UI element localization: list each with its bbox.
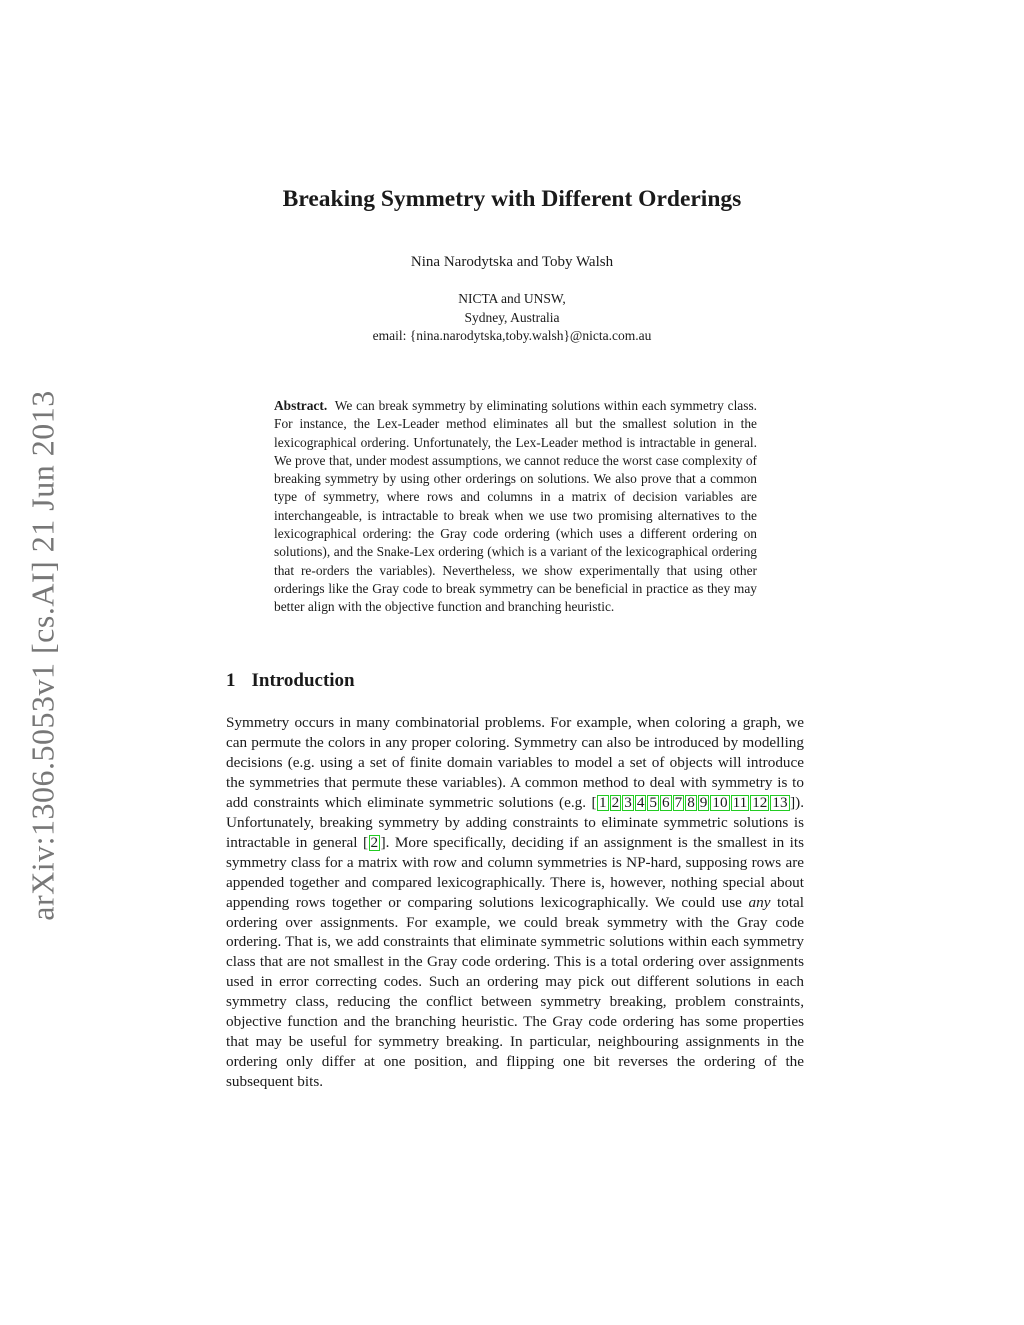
citation-link[interactable]: 12 [752, 793, 768, 811]
citation-link[interactable]: 10 [712, 793, 728, 811]
citation-link[interactable]: 13 [772, 793, 788, 811]
intro-emphasis: any [748, 893, 771, 911]
citation-link[interactable]: 3 [624, 793, 632, 811]
abstract [274, 397, 757, 617]
abstract-label: Abstract. [274, 398, 328, 413]
section-heading-introduction [226, 670, 355, 692]
affiliation-block [200, 290, 824, 346]
citation-link[interactable]: 4 [636, 793, 645, 811]
citation-close-bracket: ] [380, 833, 386, 851]
citation-close-bracket: ] [790, 793, 796, 811]
arxiv-side-stamp [14, 380, 72, 930]
section-number: 1 [226, 670, 236, 691]
introduction-paragraph [226, 713, 804, 1092]
abstract-text: We can break symmetry by eliminating solutions within each symmetry class. For instance, the Lex-Leader method eliminates all but the smallest solution in the lexicographical ordering. Unfortunately, the Lex-Leader method is intractable in general. We prove that, under modest assumptions, we cannot reduce the worst case complexity of breaking symmetry by using other orderings on solutions. We also prove that a common type of symmetry, where rows and columns in a matrix of decision variables are interchangeable, is intractable to break when we use two promising alternatives to the lexicographical ordering: the Gray code ordering (which uses a different ordering on solutions), and the Snake-Lex ordering (which is a variant of the lexicographical ordering that re-orders the variables). Nevertheless, we show experimentally that using other orderings like the Gray code to break symmetry can be beneficial in practice as they may better align with the objective function and branching heuristic. [274, 398, 757, 615]
section-title: Introduction [251, 670, 355, 691]
citation-open-bracket: [ [591, 793, 597, 811]
citation-link[interactable]: 5 [649, 793, 658, 811]
arxiv-identifier: arXiv:1306.5053v1 [cs.AI] 21 Jun 2013 [24, 389, 61, 921]
citation-link[interactable]: 7 [674, 793, 683, 811]
citation-group [591, 794, 795, 811]
citation-link[interactable]: 2 [370, 833, 379, 851]
citation-link[interactable]: 6 [662, 793, 670, 811]
citation-link[interactable]: 2 [611, 793, 620, 811]
citation-link[interactable]: 1 [599, 793, 607, 811]
affiliation-institution: NICTA and UNSW, [458, 291, 566, 306]
affiliation-location: Sydney, Australia [464, 309, 560, 325]
citation-link[interactable]: 11 [732, 793, 748, 811]
affiliation-email: email: {nina.narodytska,toby.walsh}@nicta.com.au [372, 328, 652, 343]
intro-text-part1: Symmetry occurs in many combinatorial problems. For example, when coloring a graph, we can permute the colors in any proper coloring. Symmetry can also be introduced by modelling decisions (e.g. using a set of finite domain variables to model a set of objects will introduce the symmetries that permute these variables). A common method to deal with symmetry is to add constraints which eliminate symmetric solutions (e.g. [226, 714, 804, 811]
intro-text-part2: ). Unfortunately, breaking symmetry by adding constraints to eliminate symmetric solutions is intractable in general [226, 793, 804, 851]
intro-text-part3: . More specifically, deciding if an assignment is the smallest in its symmetry class for a matrix with row and column symmetries is NP-hard, supposing rows are appended together and compared lexicographically. There is, however, nothing special about appending rows together or comparing solutions lexicographically. We could use [226, 833, 804, 911]
citation-link[interactable]: 9 [699, 793, 708, 811]
citation-open-bracket: [ [362, 833, 369, 851]
paper-title: Breaking Symmetry with Different Orderings [282, 186, 742, 212]
citation-link[interactable]: 8 [687, 793, 695, 811]
intro-text-part4: total ordering over assignments. For example, we could break symmetry with the Gray code ordering. That is, we add constraints that eliminate symmetric solutions within each symmetry class that are not smallest in the Gray code ordering. This is a total ordering over assignments used in error correcting codes. Such an ordering may pick out different solutions in each symmetry class, reducing the conflict between symmetry breaking, problem constraints, objective function and the branching heuristic. The Gray code ordering has some properties that may be useful for symmetry breaking. In particular, neighbouring assignments in the ordering only differ at one position, and flipping one bit reverses the ordering of the subsequent bits. [226, 893, 804, 1091]
author-list: Nina Narodytska and Toby Walsh [410, 254, 614, 270]
